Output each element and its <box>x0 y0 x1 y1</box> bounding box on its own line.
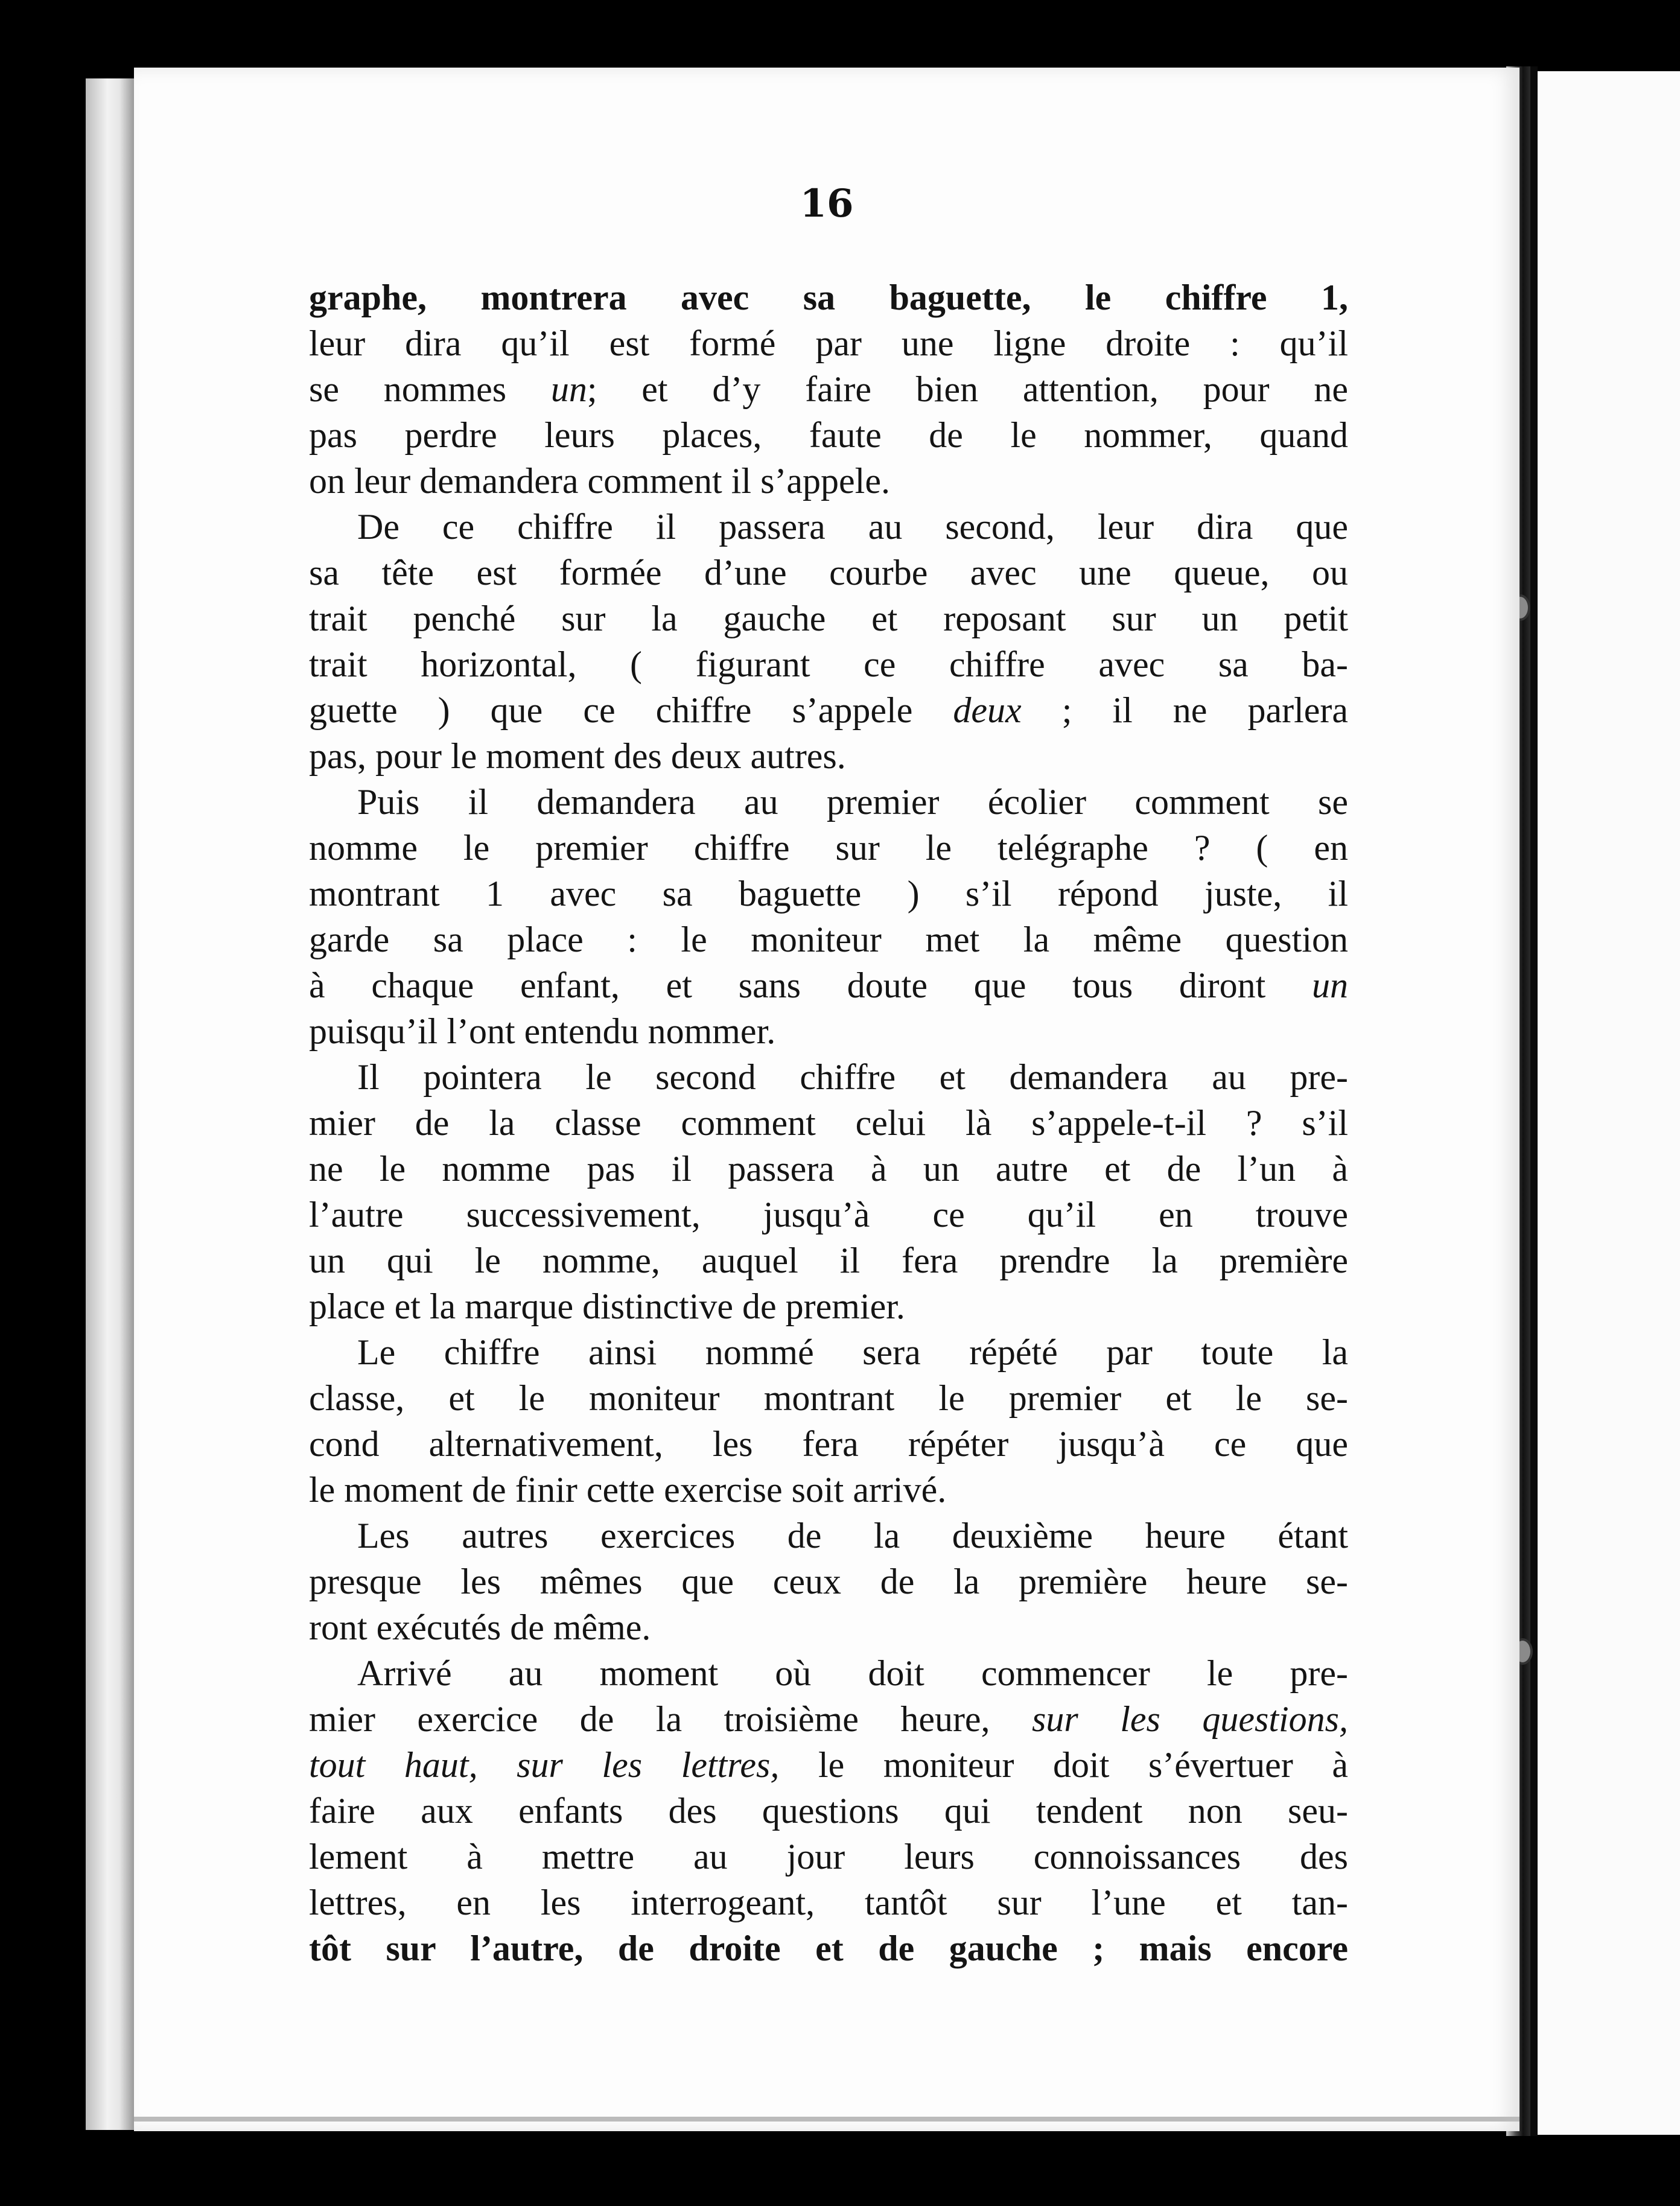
italic-word: deux <box>953 690 1022 730</box>
text-line <box>309 1742 1348 1788</box>
page-bottom-rule <box>134 2117 1519 2122</box>
text-line: sa tête est formée d’une courbe avec une queue, ou <box>309 553 1348 593</box>
text-line: place et la marque distinctive de premier. <box>309 1286 905 1326</box>
text-line <box>309 1696 1348 1742</box>
text-span: se nommes <box>309 369 507 409</box>
text-line <box>309 366 1348 412</box>
text-line: lettres, en les interrogeant, tantôt sur l’une et tan- <box>309 1883 1348 1922</box>
text-line: ne le nomme pas il passera à un autre et de l’un à <box>309 1149 1348 1189</box>
binding-strip <box>1530 66 1538 2136</box>
text-line: faire aux enfants des questions qui tendent non seu- <box>309 1791 1348 1831</box>
text-line: graphe, montrera avec sa baguette, le chiffre 1, <box>309 278 1348 317</box>
text-line: presque les mêmes que ceux de la première heure se- <box>309 1562 1348 1601</box>
text-line <box>309 687 1348 733</box>
italic-word: un <box>1312 965 1348 1005</box>
text-line: mier de la classe comment celui là s’appele-t-il ? s’il <box>309 1103 1348 1143</box>
text-line: l’autre successivement, jusqu’à ce qu’il en trouve <box>309 1195 1348 1235</box>
italic-word: un <box>550 369 587 409</box>
text-line: Puis il demandera au premier écolier comment se <box>357 782 1348 822</box>
text-line: nomme le premier chiffre sur le telégraphe ? ( en <box>309 828 1348 868</box>
text-line: classe, et le moniteur montrant le premier et le se- <box>309 1378 1348 1418</box>
text-line: cond alternativement, les fera répéter jusqu’à ce que <box>309 1424 1348 1464</box>
italic-phrase: tout haut, sur les lettres, <box>309 1745 780 1785</box>
text-line: ront exécutés de même. <box>309 1607 651 1647</box>
text-line: Il pointera le second chiffre et demandera au pre- <box>357 1057 1348 1097</box>
next-page-sliver <box>1538 71 1680 2135</box>
text-span: guette ) que ce chiffre s’appele <box>309 690 913 730</box>
text-line: De ce chiffre il passera au second, leur dira que <box>357 507 1348 547</box>
italic-phrase: sur les questions, <box>1032 1699 1348 1739</box>
text-span: à chaque enfant, et sans doute que tous diront <box>309 965 1266 1005</box>
text-line <box>309 962 1348 1008</box>
text-line: le moment de finir cette exercise soit arrivé. <box>309 1470 947 1510</box>
text-line: Arrivé au moment où doit commencer le pre- <box>357 1653 1348 1693</box>
text-line: leur dira qu’il est formé par une ligne droite : qu’il <box>309 323 1348 363</box>
text-span: ; et d’y faire bien attention, pour ne <box>587 369 1348 409</box>
text-line: Le chiffre ainsi nommé sera répété par toute la <box>357 1332 1348 1372</box>
text-line: puisqu’il l’ont entendu nommer. <box>309 1011 776 1051</box>
text-line: lement à mettre au jour leurs connoissances des <box>309 1837 1348 1877</box>
text-line: montrant 1 avec sa baguette ) s’il répond juste, il <box>309 874 1348 914</box>
text-span: le moniteur doit s’évertuer à <box>818 1745 1348 1785</box>
left-page-edge <box>86 78 134 2130</box>
text-line: un qui le nomme, auquel il fera prendre la première <box>309 1241 1348 1280</box>
text-line: trait penché sur la gauche et reposant sur un petit <box>309 599 1348 638</box>
text-line: garde sa place : le moniteur met la même question <box>309 920 1348 959</box>
text-span: mier exercice de la troisième heure, <box>309 1699 990 1739</box>
text-line: trait horizontal, ( figurant ce chiffre avec sa ba- <box>309 644 1348 684</box>
page-number: 16 <box>800 181 854 226</box>
body-text <box>309 275 1348 1971</box>
text-line: pas, pour le moment des deux autres. <box>309 736 846 776</box>
text-span: ; il ne parlera <box>1061 690 1348 730</box>
text-line: on leur demandera comment il s’appele. <box>309 461 890 501</box>
text-line: tôt sur l’autre, de droite et de gauche ; mais encore <box>309 1928 1348 1968</box>
text-line: pas perdre leurs places, faute de le nommer, quand <box>309 415 1348 455</box>
text-line: Les autres exercices de la deuxième heure étant <box>357 1516 1348 1556</box>
